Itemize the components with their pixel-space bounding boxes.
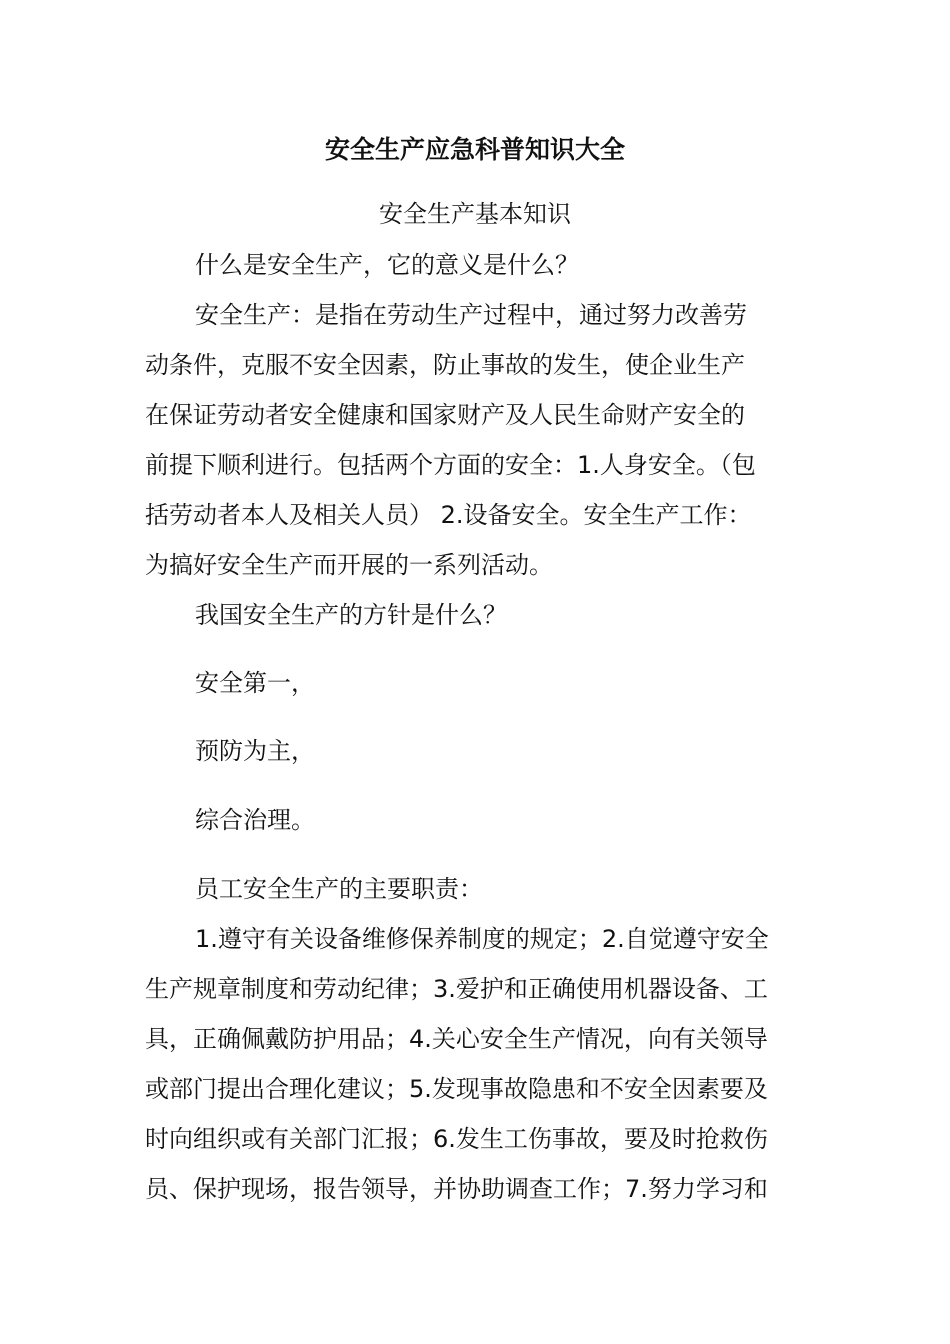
document-title: 安全生产应急科普知识大全 [324, 135, 625, 164]
paragraph-line: 动条件，克服不安全因素，防止事故的发生，使企业生产 [145, 351, 745, 379]
paragraph-line: 员、保护现场，报告领导，并协助调查工作；7.努力学习和 [145, 1175, 768, 1203]
policy-item [145, 658, 810, 708]
paragraph-line: 生产规章制度和劳动纪律；3.爱护和正确使用机器设备、工 [145, 975, 768, 1003]
paragraph-line: 安全第一， [195, 669, 315, 697]
paragraph-line: 或部门提出合理化建议；5.发现事故隐患和不安全因素要及 [145, 1075, 768, 1103]
policy-item [145, 726, 810, 776]
policy-item [145, 795, 810, 845]
paragraph-line: 具，正确佩戴防护用品；4.关心安全生产情况，向有关领导 [145, 1025, 768, 1053]
paragraph-line: 时向组织或有关部门汇报；6.发生工伤事故，要及时抢救伤 [145, 1125, 768, 1153]
question-employee-duties [145, 864, 810, 914]
section-subtitle: 安全生产基本知识 [379, 200, 571, 228]
paragraph-line: 我国安全生产的方针是什么？ [195, 601, 507, 629]
paragraph-line: 综合治理。 [195, 806, 315, 834]
paragraph-line: 预防为主， [195, 737, 315, 765]
paragraph-line: 1.遵守有关设备维修保养制度的规定；2.自觉遵守安全 [195, 925, 769, 953]
paragraph-line: 前提下顺利进行。包括两个方面的安全：1.人身安全。（包 [145, 451, 756, 479]
question-safety-policy [145, 590, 810, 640]
paragraph-safety-definition [145, 290, 810, 590]
question-safety-meaning [145, 240, 810, 290]
paragraph-line: 为搞好安全生产而开展的一系列活动。 [145, 551, 553, 579]
paragraph-line: 员工安全生产的主要职责： [195, 875, 483, 903]
paragraph-line: 安全生产：是指在劳动生产过程中，通过努力改善劳 [195, 301, 747, 329]
paragraph-employee-duties [145, 914, 810, 1214]
paragraph-line: 括劳动者本人及相关人员） 2.设备安全。安全生产工作： [145, 501, 752, 529]
paragraph-line: 什么是安全生产，它的意义是什么？ [195, 251, 579, 279]
paragraph-line: 在保证劳动者安全健康和国家财产及人民生命财产安全的 [145, 401, 745, 429]
